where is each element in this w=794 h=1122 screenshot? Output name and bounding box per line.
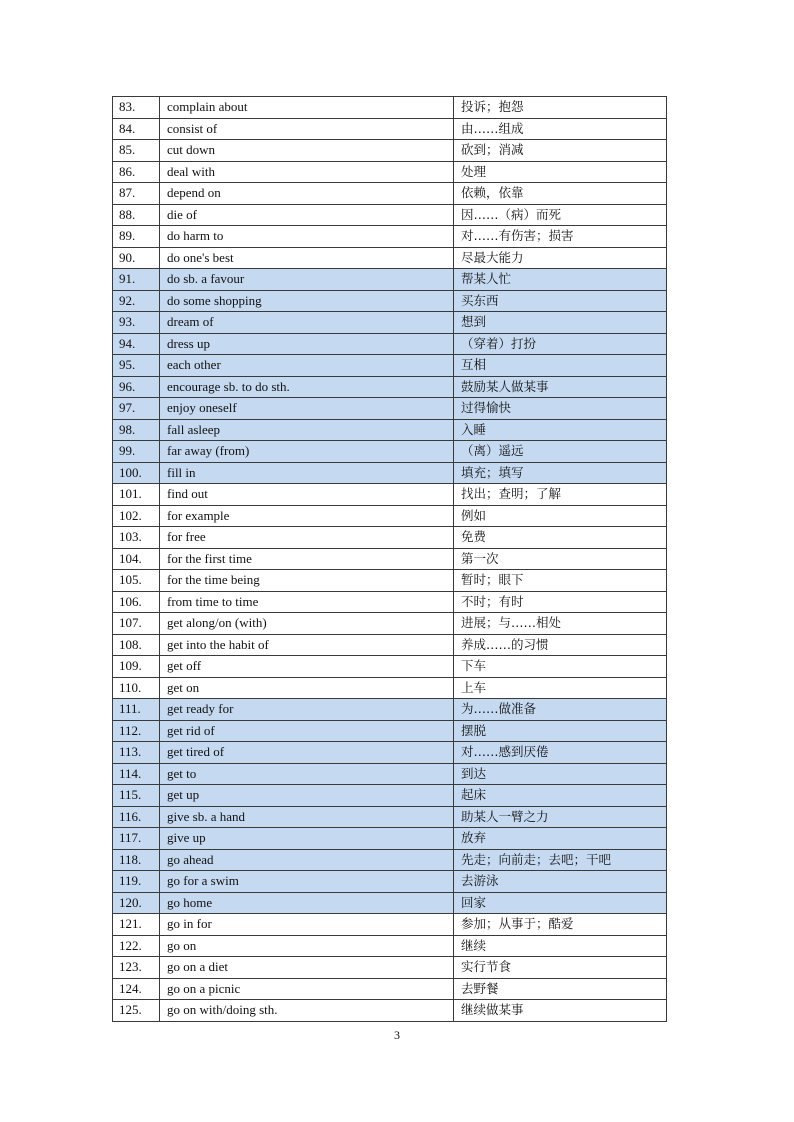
row-number: 105. — [113, 570, 160, 592]
row-number: 88. — [113, 204, 160, 226]
phrase-cell: each other — [160, 355, 454, 377]
phrase-cell: fall asleep — [160, 419, 454, 441]
row-number: 103. — [113, 527, 160, 549]
meaning-cell: 为……做准备 — [454, 699, 667, 721]
table-row — [113, 634, 667, 656]
table-row — [113, 892, 667, 914]
phrase-cell: die of — [160, 204, 454, 226]
meaning-cell: 由……组成 — [454, 118, 667, 140]
phrase-cell: get tired of — [160, 742, 454, 764]
phrase-cell: do harm to — [160, 226, 454, 248]
table-row — [113, 333, 667, 355]
row-number: 125. — [113, 1000, 160, 1022]
meaning-cell: 起床 — [454, 785, 667, 807]
meaning-cell: （穿着）打扮 — [454, 333, 667, 355]
meaning-cell: 鼓励某人做某事 — [454, 376, 667, 398]
row-number: 121. — [113, 914, 160, 936]
table-row — [113, 978, 667, 1000]
table-row — [113, 849, 667, 871]
row-number: 97. — [113, 398, 160, 420]
meaning-cell: 先走；向前走；去吧；干吧 — [454, 849, 667, 871]
row-number: 120. — [113, 892, 160, 914]
phrase-cell: go on with/doing sth. — [160, 1000, 454, 1022]
phrase-cell: consist of — [160, 118, 454, 140]
row-number: 92. — [113, 290, 160, 312]
row-number: 90. — [113, 247, 160, 269]
phrase-cell: deal with — [160, 161, 454, 183]
table-row — [113, 613, 667, 635]
table-row — [113, 806, 667, 828]
row-number: 96. — [113, 376, 160, 398]
row-number: 106. — [113, 591, 160, 613]
row-number: 102. — [113, 505, 160, 527]
meaning-cell: 摆脱 — [454, 720, 667, 742]
meaning-cell: 下车 — [454, 656, 667, 678]
table-row — [113, 677, 667, 699]
table-row — [113, 763, 667, 785]
phrase-cell: dream of — [160, 312, 454, 334]
row-number: 104. — [113, 548, 160, 570]
row-number: 112. — [113, 720, 160, 742]
row-number: 86. — [113, 161, 160, 183]
row-number: 107. — [113, 613, 160, 635]
phrase-cell: go in for — [160, 914, 454, 936]
meaning-cell: 依赖，依靠 — [454, 183, 667, 205]
phrase-cell: fill in — [160, 462, 454, 484]
row-number: 89. — [113, 226, 160, 248]
phrase-cell: do one's best — [160, 247, 454, 269]
page-number: 3 — [394, 1028, 400, 1042]
phrase-cell: depend on — [160, 183, 454, 205]
meaning-cell: 养成……的习惯 — [454, 634, 667, 656]
meaning-cell: 对……感到厌倦 — [454, 742, 667, 764]
row-number: 108. — [113, 634, 160, 656]
meaning-cell: 处理 — [454, 161, 667, 183]
meaning-cell: 想到 — [454, 312, 667, 334]
meaning-cell: 到达 — [454, 763, 667, 785]
phrase-cell: get to — [160, 763, 454, 785]
phrase-cell: for the time being — [160, 570, 454, 592]
phrase-cell: go for a swim — [160, 871, 454, 893]
table-row — [113, 140, 667, 162]
meaning-cell: 砍到；消减 — [454, 140, 667, 162]
table-row — [113, 957, 667, 979]
meaning-cell: 上车 — [454, 677, 667, 699]
row-number: 85. — [113, 140, 160, 162]
meaning-cell: 进展；与……相处 — [454, 613, 667, 635]
table-row — [113, 570, 667, 592]
row-number: 118. — [113, 849, 160, 871]
row-number: 119. — [113, 871, 160, 893]
phrase-cell: from time to time — [160, 591, 454, 613]
phrase-cell: encourage sb. to do sth. — [160, 376, 454, 398]
row-number: 91. — [113, 269, 160, 291]
phrase-cell: go on — [160, 935, 454, 957]
row-number: 122. — [113, 935, 160, 957]
table-row — [113, 656, 667, 678]
phrase-cell: get along/on (with) — [160, 613, 454, 635]
row-number: 117. — [113, 828, 160, 850]
phrase-cell: dress up — [160, 333, 454, 355]
phrase-cell: cut down — [160, 140, 454, 162]
phrase-cell: get off — [160, 656, 454, 678]
row-number: 100. — [113, 462, 160, 484]
row-number: 84. — [113, 118, 160, 140]
meaning-cell: 暂时；眼下 — [454, 570, 667, 592]
table-row — [113, 204, 667, 226]
phrase-cell: give sb. a hand — [160, 806, 454, 828]
table-row — [113, 484, 667, 506]
phrase-cell: go on a picnic — [160, 978, 454, 1000]
meaning-cell: 填充；填写 — [454, 462, 667, 484]
phrase-cell: get on — [160, 677, 454, 699]
table-row — [113, 269, 667, 291]
phrase-cell: for free — [160, 527, 454, 549]
table-row — [113, 914, 667, 936]
vocabulary-table-body — [113, 97, 667, 1022]
table-row — [113, 699, 667, 721]
table-row — [113, 161, 667, 183]
table-row — [113, 1000, 667, 1022]
meaning-cell: 实行节食 — [454, 957, 667, 979]
table-row — [113, 441, 667, 463]
row-number: 115. — [113, 785, 160, 807]
phrase-cell: go on a diet — [160, 957, 454, 979]
meaning-cell: （离）遥远 — [454, 441, 667, 463]
table-row — [113, 183, 667, 205]
row-number: 109. — [113, 656, 160, 678]
phrase-cell: go ahead — [160, 849, 454, 871]
phrase-cell: far away (from) — [160, 441, 454, 463]
table-row — [113, 376, 667, 398]
phrase-cell: do some shopping — [160, 290, 454, 312]
row-number: 101. — [113, 484, 160, 506]
meaning-cell: 助某人一臂之力 — [454, 806, 667, 828]
row-number: 111. — [113, 699, 160, 721]
phrase-cell: get up — [160, 785, 454, 807]
row-number: 114. — [113, 763, 160, 785]
table-row — [113, 828, 667, 850]
table-row — [113, 871, 667, 893]
meaning-cell: 过得愉快 — [454, 398, 667, 420]
phrase-cell: for the first time — [160, 548, 454, 570]
meaning-cell: 投诉；抱怨 — [454, 97, 667, 119]
table-row — [113, 462, 667, 484]
phrase-cell: complain about — [160, 97, 454, 119]
row-number: 124. — [113, 978, 160, 1000]
meaning-cell: 不时；有时 — [454, 591, 667, 613]
meaning-cell: 帮某人忙 — [454, 269, 667, 291]
table-row — [113, 720, 667, 742]
phrase-cell: get rid of — [160, 720, 454, 742]
row-number: 113. — [113, 742, 160, 764]
table-row — [113, 591, 667, 613]
row-number: 87. — [113, 183, 160, 205]
meaning-cell: 因……（病）而死 — [454, 204, 667, 226]
row-number: 123. — [113, 957, 160, 979]
phrase-cell: give up — [160, 828, 454, 850]
table-row — [113, 548, 667, 570]
table-row — [113, 785, 667, 807]
meaning-cell: 买东西 — [454, 290, 667, 312]
row-number: 99. — [113, 441, 160, 463]
row-number: 95. — [113, 355, 160, 377]
table-row — [113, 505, 667, 527]
meaning-cell: 去游泳 — [454, 871, 667, 893]
table-row — [113, 247, 667, 269]
meaning-cell: 参加；从事于；酷爱 — [454, 914, 667, 936]
row-number: 98. — [113, 419, 160, 441]
table-row — [113, 355, 667, 377]
row-number: 116. — [113, 806, 160, 828]
table-row — [113, 312, 667, 334]
meaning-cell: 第一次 — [454, 548, 667, 570]
phrase-cell: find out — [160, 484, 454, 506]
table-row — [113, 118, 667, 140]
phrase-cell: get ready for — [160, 699, 454, 721]
table-row — [113, 226, 667, 248]
meaning-cell: 例如 — [454, 505, 667, 527]
meaning-cell: 回家 — [454, 892, 667, 914]
meaning-cell: 互相 — [454, 355, 667, 377]
row-number: 83. — [113, 97, 160, 119]
row-number: 94. — [113, 333, 160, 355]
meaning-cell: 找出；查明；了解 — [454, 484, 667, 506]
table-row — [113, 97, 667, 119]
meaning-cell: 免费 — [454, 527, 667, 549]
phrase-cell: do sb. a favour — [160, 269, 454, 291]
table-row — [113, 527, 667, 549]
table-row — [113, 290, 667, 312]
meaning-cell: 继续做某事 — [454, 1000, 667, 1022]
vocabulary-table — [112, 96, 667, 1022]
meaning-cell: 尽最大能力 — [454, 247, 667, 269]
phrase-cell: get into the habit of — [160, 634, 454, 656]
phrase-cell: enjoy oneself — [160, 398, 454, 420]
table-row — [113, 935, 667, 957]
meaning-cell: 放弃 — [454, 828, 667, 850]
row-number: 110. — [113, 677, 160, 699]
phrase-cell: for example — [160, 505, 454, 527]
meaning-cell: 继续 — [454, 935, 667, 957]
phrase-cell: go home — [160, 892, 454, 914]
table-row — [113, 419, 667, 441]
table-row — [113, 742, 667, 764]
meaning-cell: 入睡 — [454, 419, 667, 441]
meaning-cell: 对……有伤害；损害 — [454, 226, 667, 248]
row-number: 93. — [113, 312, 160, 334]
meaning-cell: 去野餐 — [454, 978, 667, 1000]
table-row — [113, 398, 667, 420]
